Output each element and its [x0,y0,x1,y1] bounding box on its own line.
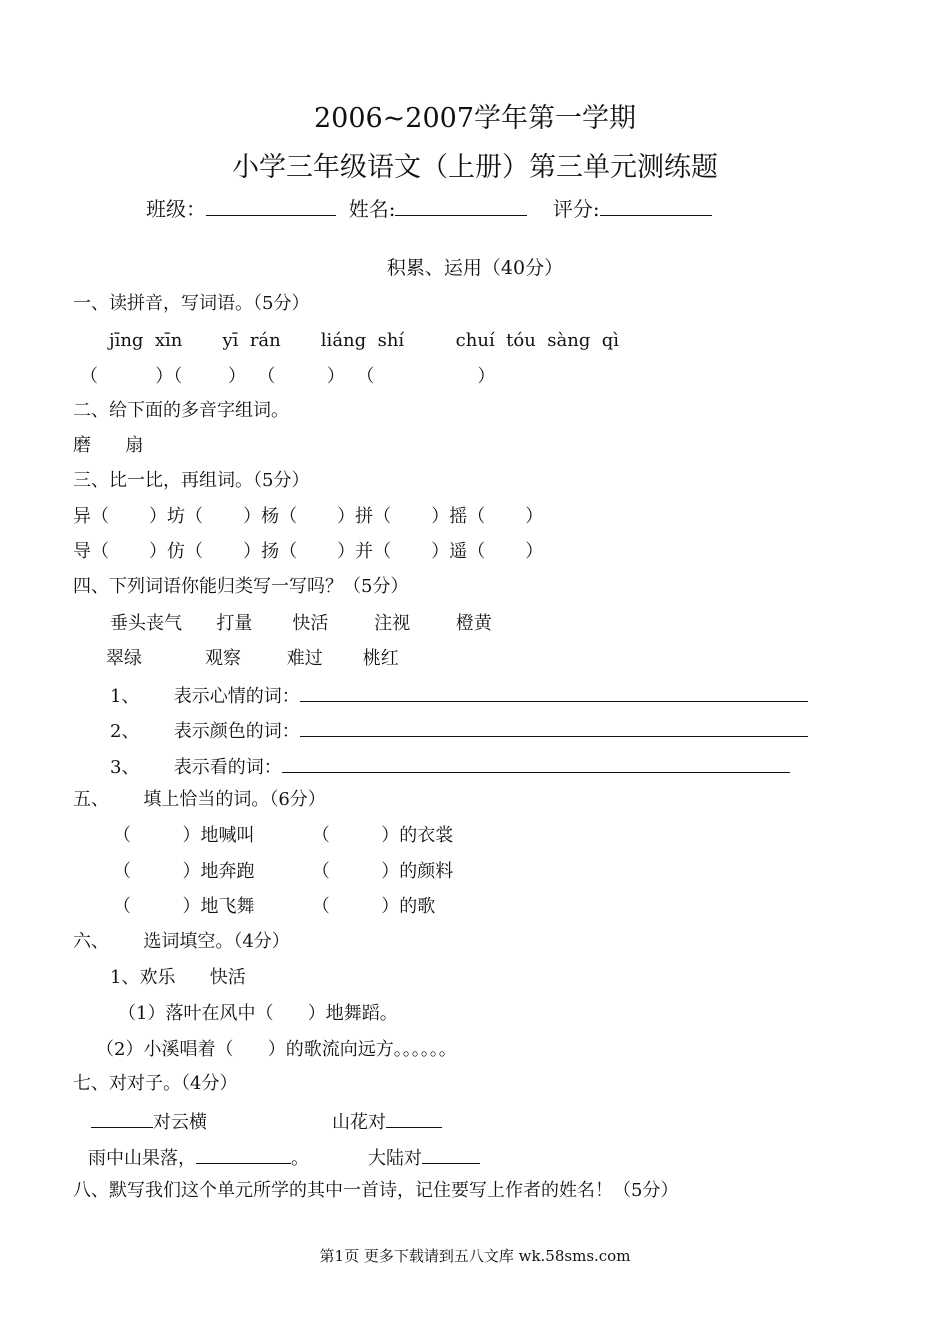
q5-row-2[interactable]: （ ）地奔跑 （ ）的颜料 [113,861,454,882]
q6-sentence-1[interactable]: （1）落叶在风中（ ）地舞蹈。 [118,1003,398,1024]
q3-row-1[interactable]: 异（ ）坊（ ）杨（ ）拼（ ）摇（ ） [73,506,544,527]
q4-item-1 [110,683,808,708]
score-label: 评分: [552,197,600,221]
q7-couplet-1 [91,1109,207,1134]
q3-row-2[interactable]: 导（ ）仿（ ）扬（ ）并（ ）遥（ ） [73,541,544,562]
q7-blank-4[interactable] [422,1145,480,1164]
q7-couplet-2 [332,1109,442,1134]
page-footer: 第1页 更多下载请到五八文库 wk.58sms.com [319,1247,631,1265]
q7-blank-2[interactable] [386,1109,442,1128]
q7-blank-1[interactable] [91,1109,153,1128]
q7-blank-3[interactable] [196,1145,291,1164]
name-label: 姓名: [348,197,396,221]
name-blank[interactable] [395,197,527,216]
score-blank[interactable] [600,197,712,216]
q7-couplet-3-end: 。 [291,1148,309,1169]
q7-couplet-3-text: 雨中山果落， [88,1148,196,1169]
q7-couplet-1-text: 对云横 [153,1112,207,1133]
q4-item-3 [110,754,790,779]
class-blank[interactable] [206,197,336,216]
q7-couplet-3 [88,1145,309,1170]
q3-title: 三、比一比，再组词。（5分） [73,470,310,491]
section-heading: 积累、运用（40分） [386,257,564,279]
q4-item-2-blank[interactable] [300,718,808,737]
q4-item-3-blank[interactable] [282,754,790,773]
q6-word-choices: 1、欢乐 快活 [110,967,246,988]
q5-row-3[interactable]: （ ）地飞舞 （ ）的歌 [113,896,436,917]
class-label: 班级： [146,197,206,221]
q1-pinyin: jīng xīn yī rán liáng shí chuí tóu sàng qì [109,330,620,351]
exam-term-title: 2006~2007学年第一学期 [313,103,637,134]
q7-couplet-4 [368,1145,480,1170]
q6-sentence-2[interactable]: （2）小溪唱着（ ）的歌流向远方。。。。。。 [96,1039,457,1060]
q6-title: 六、 选词填空。（4分） [73,931,290,952]
q4-item-3-label: 3、 表示看的词： [110,757,282,778]
q2-characters: 磨 扇 [73,435,144,456]
q5-row-1[interactable]: （ ）地喊叫 （ ）的衣裳 [113,825,454,846]
exam-title: 小学三年级语文（上册）第三单元测练题 [232,152,718,183]
q7-couplet-4-text: 大陆对 [368,1148,422,1169]
q4-words-line-1: 垂头丧气 打量 快活 注视 橙黄 [110,613,492,634]
q4-item-2 [110,718,808,743]
q4-item-1-label: 1、 表示心情的词： [110,686,300,707]
q1-answer-brackets[interactable]: （ ）（ ） （ ） （ ） [80,366,496,387]
q4-title: 四、下列词语你能归类写一写吗？（5分） [73,576,409,597]
q7-couplet-2-text: 山花对 [332,1112,386,1133]
student-info-row [146,197,712,221]
q4-item-1-blank[interactable] [300,683,808,702]
q4-words-line-2: 翠绿 观察 难过 桃红 [106,648,399,669]
q8-title: 八、默写我们这个单元所学的其中一首诗，记住要写上作者的姓名！（5分） [73,1180,679,1201]
q5-title: 五、 填上恰当的词。（6分） [73,789,326,810]
q7-title: 七、对对子。（4分） [73,1073,238,1094]
q1-title: 一、读拼音，写词语。（5分） [73,293,310,314]
q2-title: 二、给下面的多音字组词。 [73,400,289,421]
q4-item-2-label: 2、 表示颜色的词： [110,721,300,742]
